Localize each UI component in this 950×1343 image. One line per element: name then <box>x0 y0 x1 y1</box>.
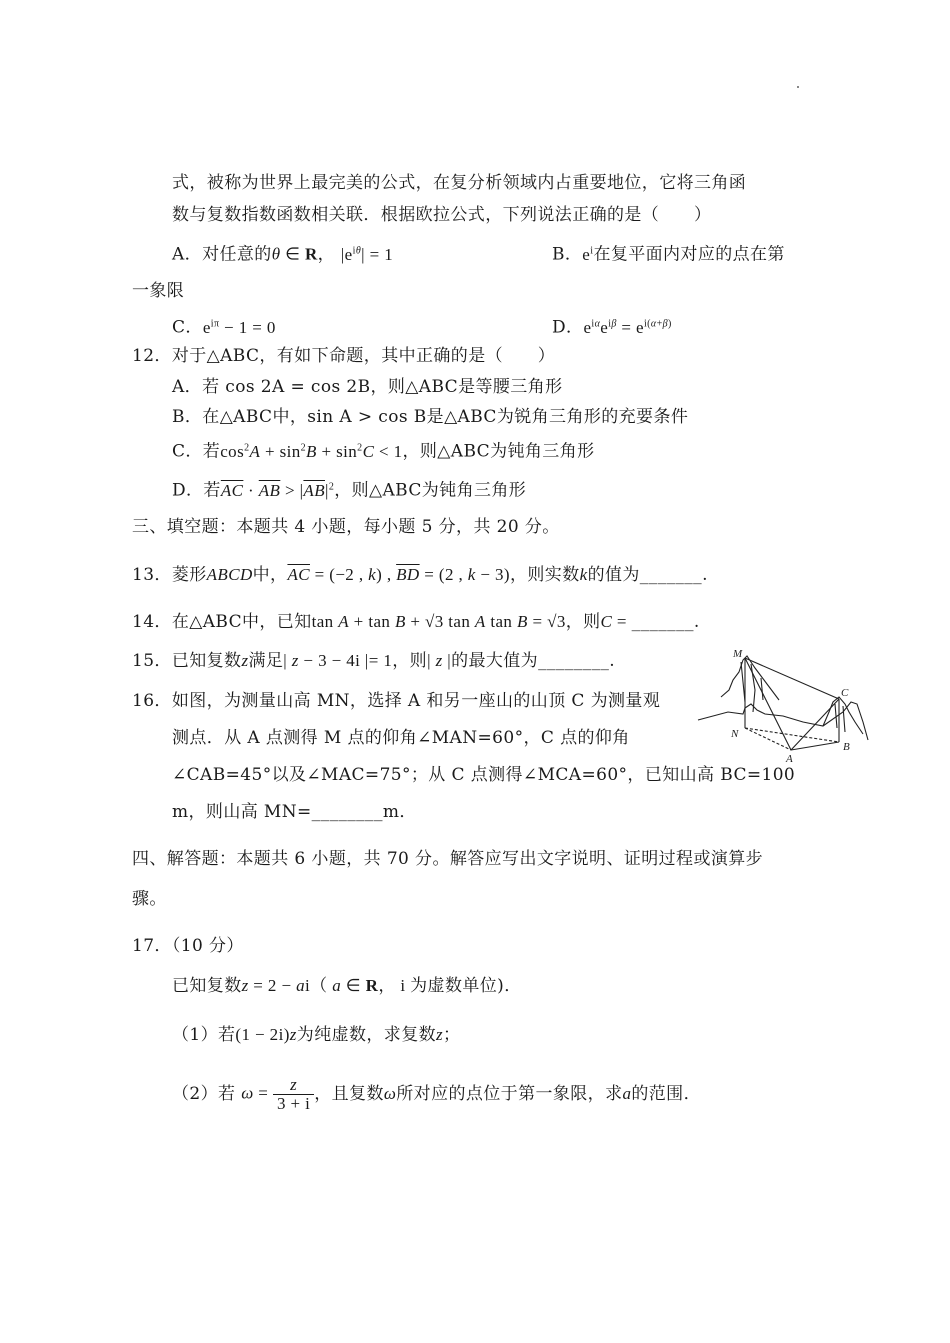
corner-dot <box>797 86 799 88</box>
q11-option-c: C．$e^{i\pi} - 1 = 0$ <box>172 317 276 338</box>
q17-part1: （1）若(1 − 2i)z为纯虚数，求复数z； <box>172 1025 461 1045</box>
q12-option-d: D．若$\overline{AC} \cdot \overline{AB} > |\overline{AB}|^2$，则△ABC为钝角三角形 <box>172 480 527 501</box>
q15: 15．已知复数z满足| z − 3 − 4i |= 1，则| z |的最大值为________. <box>132 651 616 671</box>
q11-option-b: B．$e^i$在复平面内对应的点在第 <box>552 244 785 265</box>
left-mountain-outline <box>721 656 779 700</box>
q11-option-b-wrap: 一象限 <box>132 281 185 301</box>
q16-line4: m，则山高 MN=________m． <box>172 802 417 822</box>
q12-option-b: B．在△ABC中，sin A > cos B是△ABC为锐角三角形的充要条件 <box>172 407 689 427</box>
q11-stem-line1: 式，被称为世界上最完美的公式，在复分析领域内占重要地位，它将三角函 <box>172 173 747 193</box>
right-mountain-outline <box>823 697 863 734</box>
line-ma <box>745 658 791 750</box>
mountain-figure <box>693 642 878 762</box>
q17-given: 已知复数z = 2 − ai（ a ∈ R， i 为虚数单位)． <box>172 976 522 996</box>
label-m: M <box>733 648 743 660</box>
line-mc <box>745 658 839 699</box>
q17-heading: 17．（10 分） <box>132 936 244 956</box>
section4-heading-line1: 四、解答题：本题共 6 小题，共 70 分。解答应写出文字说明、证明过程或演算步 <box>132 849 764 869</box>
q12-stem: 12．对于△ABC，有如下命题，其中正确的是（ ） <box>132 346 556 366</box>
q14: 14．在△ABC中，已知tan A + tan B + √3 tan A tan B = √3，则C = _______. <box>132 612 700 632</box>
q16-line2: 测点．从 A 点测得 M 点的仰角∠MAN=60°，C 点的仰角 <box>172 728 630 748</box>
label-a: A <box>786 753 793 762</box>
q11-stem-line2: 数与复数指数函数相关联．根据欧拉公式，下列说法正确的是（ ） <box>172 205 712 225</box>
label-b: B <box>843 741 850 753</box>
q12-option-a: A．若 cos 2A = cos 2B，则△ABC是等腰三角形 <box>172 377 563 397</box>
q12-option-c: C．若$\cos^2A + \sin^2B + \sin^2C < 1$，则△ABC为钝角三角形 <box>172 441 595 462</box>
q16-line1: 16．如图，为测量山高 MN，选择 A 和另一座山的山顶 C 为测量观 <box>132 691 661 711</box>
q11-option-d: D．$e^{i\alpha}e^{i\beta} = e^{i(\alpha+\beta)}$ <box>552 317 672 338</box>
q11-option-a: A．对任意的θ ∈ R， $|e^{i\theta}| = 1$ <box>172 244 394 265</box>
right-mountain-ridges <box>835 704 845 732</box>
line-ac <box>791 699 839 750</box>
label-n: N <box>731 728 739 740</box>
label-c: C <box>841 687 849 699</box>
line-na <box>745 728 791 750</box>
section3-heading: 三、填空题：本题共 4 小题，每小题 5 分，共 20 分。 <box>132 517 560 537</box>
line-ab <box>791 742 839 750</box>
q13: 13．菱形ABCD中，$\overline{AC} = (-2$ , k) , $\overline{BD} = (2$ , k − 3)，则实数k的值为_______. <box>132 565 708 585</box>
q16-line3: ∠CAB=45°以及∠MAC=75°；从 C 点测得∠MCA=60°，已知山高 BC=100 <box>172 765 796 785</box>
section4-heading-line2: 骤。 <box>132 889 167 909</box>
q17-part2: （2）若 ω = $\frac{z}{3 + i}$ ，且复数ω所对应的点位于第一象限，求a的范围． <box>172 1075 701 1113</box>
